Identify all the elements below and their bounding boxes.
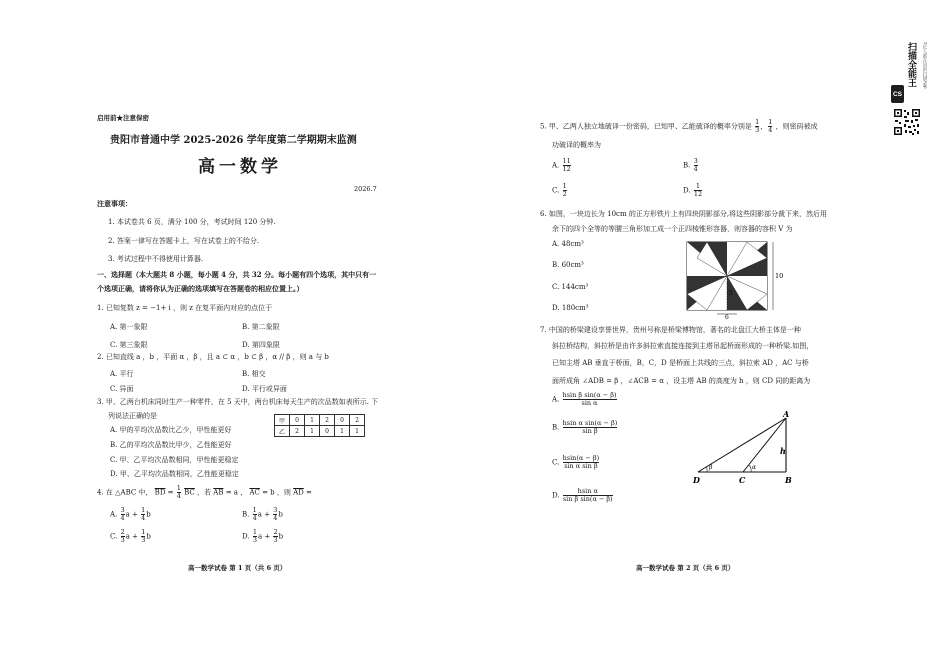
q6-option-a: A. 48cm³	[552, 240, 584, 248]
q5-stem-part: 5. 甲、乙两人独立地破译一份密码，已知甲、乙能破译的概率分别是	[540, 122, 752, 131]
q5-stem	[540, 119, 818, 134]
vector-ad: $\overline{AD}$	[293, 488, 304, 497]
q7-option-c	[552, 455, 600, 470]
numerator: 2	[120, 528, 125, 536]
scanner-brand: 扫描全能王	[907, 42, 917, 87]
denominator: 4	[120, 514, 125, 522]
point-b: B	[785, 475, 792, 485]
table-cell: 0	[290, 415, 305, 426]
q3-option-d: D. 甲、乙平均次品数相同，乙性能更稳定	[110, 470, 239, 478]
fraction	[563, 455, 600, 470]
q3-stem: 3. 甲、乙两台机床同时生产一种零件，在 5 天中，两台机床每天生产的次品数如表所示. 下	[97, 398, 379, 406]
numerator: 1	[768, 118, 773, 126]
denominator: 4	[252, 514, 257, 522]
table-cell: 2	[350, 415, 365, 426]
vector-bd: $\overline{BD}$	[154, 488, 166, 497]
term: b	[146, 532, 151, 541]
notes-heading: 注意事项：	[97, 199, 132, 208]
section-heading-cont: 个选项正确，请将你认为正确的选项填写在答题卷的相应位置上。）	[97, 284, 304, 293]
fraction	[563, 488, 613, 503]
table-cell: 2	[320, 415, 335, 426]
term: a +	[125, 532, 138, 541]
table-cell: 1	[335, 426, 350, 437]
denominator: 4	[693, 165, 698, 173]
subject-title: 高一数学	[198, 157, 282, 177]
option-label: B.	[552, 423, 560, 432]
term: a +	[257, 532, 271, 541]
fraction	[563, 420, 618, 435]
q5-option-a	[552, 158, 572, 173]
fraction	[768, 119, 772, 134]
option-label: C.	[552, 186, 560, 195]
denominator: 4	[273, 514, 278, 522]
denominator: sin α	[581, 399, 598, 407]
numerator: 3	[120, 506, 125, 514]
table-cell: 2	[290, 426, 305, 437]
figure-label-6: 6	[725, 314, 729, 320]
exam-title: 贵阳市普通中学 2025-2026 学年度第二学期期末监测	[110, 135, 357, 146]
table-cell: 甲	[275, 415, 290, 426]
numerator: 1	[252, 506, 257, 514]
numerator: hsin(α − β)	[562, 454, 600, 462]
q2-option-c: C. 异面	[110, 385, 134, 393]
camscanner-logo: CS	[891, 85, 904, 103]
q4-stem-part: =	[306, 488, 312, 497]
option-label: C.	[552, 458, 560, 467]
fraction	[273, 529, 277, 544]
option-label: A.	[552, 395, 560, 404]
q7-stem: 7. 中国的桥梁建设享誉世界，贵州号称是桥梁博物馆，著名的北盘江大桥主体是一种	[540, 326, 801, 334]
option-label: C.	[110, 532, 118, 541]
fraction	[177, 485, 181, 500]
q4-option-d	[242, 529, 283, 544]
fraction	[273, 507, 277, 522]
q4-stem-part: = a ，	[225, 488, 248, 497]
numerator: 1	[252, 528, 257, 536]
fraction	[253, 507, 257, 522]
q6-option-b: B. 60cm³	[552, 261, 584, 269]
q6-stem: 6. 如图，一块边长为 10cm 的正方形铁片上有四块阴影部分,将这些阴影部分裁下来，然后用	[540, 210, 828, 218]
confidential-label: 启用前★注意保密	[97, 114, 149, 122]
q1-option-b: B. 第二象限	[242, 323, 280, 331]
numerator: 3	[693, 157, 698, 165]
table-cell: 乙	[275, 426, 290, 437]
q2-option-a: A. 平行	[110, 370, 134, 378]
table-row	[275, 426, 365, 437]
fraction	[141, 529, 145, 544]
q7-stem-cont: 斜拉桥结构，斜拉桥是由许多斜拉索直接连接到主塔吊起桥面形成的一种桥梁.如图，	[552, 342, 814, 350]
numerator: 1	[562, 182, 567, 190]
table-cell: 0	[335, 415, 350, 426]
note-item: 1. 本试卷共 6 页，满分 100 分，考试时间 120 分钟.	[108, 218, 276, 226]
denominator: 3	[252, 536, 257, 544]
denominator: 12	[562, 165, 571, 173]
height-label: h	[780, 446, 786, 456]
denominator: 4	[176, 492, 181, 500]
fraction	[121, 529, 125, 544]
q5-option-d	[683, 183, 703, 198]
fraction	[253, 529, 257, 544]
vector-ab: $\overline{AB}$	[213, 488, 224, 497]
page-footer-right: 高一数学试卷 第 2 页（共 6 页）	[636, 564, 735, 572]
q6-square-figure	[685, 240, 785, 320]
angle-alpha: α	[752, 464, 757, 471]
numerator: 1	[141, 506, 146, 514]
term: b	[146, 510, 151, 519]
exam-date: 2026.7	[354, 185, 377, 193]
fraction	[694, 183, 702, 198]
q2-option-b: B. 相交	[242, 370, 266, 378]
qr-code-icon	[893, 108, 921, 136]
vector-bc: $\overline{BC}$	[184, 488, 195, 497]
q1-option-c: C. 第三象限	[110, 341, 148, 349]
q5-option-b	[683, 158, 699, 173]
option-label: D.	[552, 491, 560, 500]
table-cell: 0	[320, 426, 335, 437]
angle-beta: β	[709, 464, 713, 471]
denominator: 4	[768, 126, 773, 134]
page-footer-left: 高一数学试卷 第 1 页（共 6 页）	[188, 564, 287, 572]
denominator: 12	[693, 190, 703, 198]
fraction	[563, 392, 617, 407]
q7-option-d	[552, 488, 614, 503]
denominator: 3	[141, 536, 146, 544]
term: b	[278, 510, 283, 519]
table-cell: 1	[305, 426, 320, 437]
q4-option-c	[110, 529, 151, 544]
vector-ac: $\overline{AC}$	[249, 488, 260, 497]
numerator: 1	[695, 182, 701, 190]
term: b	[278, 532, 284, 541]
q3-stem-cont: 列说法正确的是	[108, 412, 157, 420]
q7-option-a	[552, 392, 618, 407]
term: a +	[125, 510, 138, 519]
q4-stem-part: ，若	[197, 488, 212, 497]
fraction	[141, 507, 145, 522]
q6-option-d: D. 180cm³	[552, 304, 589, 312]
note-item: 3. 考试过程中不得使用计算器.	[108, 255, 204, 263]
numerator: hsin α sin(α − β)	[562, 419, 618, 427]
option-label: D.	[683, 186, 691, 195]
q1-option-a: A. 第一象限	[110, 323, 148, 331]
point-a: A	[783, 410, 790, 419]
q7-stem-cont: 面所成角 ∠ADB = β ，∠ACB = α ，设主塔 AB 的高度为 h ，则 CD 同的距离为	[552, 377, 811, 385]
q4-stem	[97, 485, 312, 500]
numerator: 1	[176, 484, 181, 492]
q5-stem-cont: 功破译的概率为	[552, 141, 601, 149]
table-cell: 1	[305, 415, 320, 426]
point-c: C	[739, 475, 746, 485]
denominator: sin α sin β	[564, 462, 598, 470]
q6-stem-cont: 余下的四个全等的等腰三角形加工成一个正四棱锥形容器，则容器的容积 V 为	[552, 225, 793, 233]
q7-stem-cont: 已知主塔 AB 垂直于桥面，B，C，D 是桥面上共线的三点，斜拉索 AD ，AC 与桥	[552, 359, 809, 367]
fraction	[755, 119, 759, 134]
q5-stem-part: ，则密码被成	[775, 122, 818, 131]
denominator: 3	[120, 536, 125, 544]
numerator: 2	[273, 528, 278, 536]
table-row	[275, 415, 365, 426]
option-label: B.	[242, 510, 250, 519]
figure-label-10: 10	[775, 272, 784, 280]
denominator: sin β	[582, 427, 598, 435]
q3-option-a: A. 甲的平均次品数比乙少，甲性能更好	[110, 426, 232, 434]
q4-option-b	[242, 507, 283, 522]
numerator: 1	[755, 118, 760, 126]
q5-option-c	[552, 183, 568, 198]
option-label: A.	[110, 510, 118, 519]
note-item: 2. 答案一律写在答题卡上，写在试卷上的不给分.	[108, 237, 260, 245]
separator: ，	[760, 122, 768, 131]
option-label: B.	[683, 161, 691, 170]
fraction	[563, 183, 567, 198]
fraction	[694, 158, 698, 173]
option-label: D.	[242, 532, 250, 541]
q2-stem: 2. 已知直线 a ，b ，平面 α ，β ，且 a ⊂ α ，b ⊂ β ，α // β ，则 a 与 b	[97, 353, 329, 361]
q3-defect-table	[274, 414, 365, 437]
scanner-slogan: 3亿人都在用的扫描App	[923, 42, 928, 89]
term: a +	[257, 510, 271, 519]
numerator: 3	[273, 506, 278, 514]
option-label: A.	[552, 161, 560, 170]
denominator: 3	[273, 536, 278, 544]
point-d: D	[693, 475, 700, 485]
q3-option-b: B. 乙的平均次品数比甲少，乙性能更好	[110, 441, 232, 449]
denominator: 3	[755, 126, 760, 134]
q1-option-d: D. 第四象限	[242, 341, 280, 349]
q6-option-c: C. 144cm³	[552, 283, 589, 291]
q4-option-a	[110, 507, 151, 522]
fraction	[563, 158, 571, 173]
figure-label-5: 5	[729, 290, 733, 297]
table-cell: 1	[350, 426, 365, 437]
fraction	[121, 507, 125, 522]
q4-stem-part: =	[167, 488, 174, 497]
denominator: sin β sin(α − β)	[562, 495, 613, 503]
denominator: 2	[562, 190, 567, 198]
numerator: hsin β sin(α − β)	[562, 391, 617, 399]
q4-stem-part: 4. 在 △ABC 中，	[97, 488, 153, 497]
denominator: 4	[141, 514, 146, 522]
q4-stem-part: = b ，则	[262, 488, 291, 497]
numerator: hsin α	[577, 487, 598, 495]
numerator: 11	[562, 157, 571, 165]
q7-option-b	[552, 420, 618, 435]
q1-stem: 1. 已知复数 z = −1+ i ，则 z 在复平面内对应的点位于	[97, 304, 273, 312]
q7-bridge-figure	[688, 410, 798, 490]
section-heading: 一、选择题（本大题共 8 小题，每小题 4 分，共 32 分。每小题有四个选项，其中只有一	[97, 270, 377, 279]
numerator: 1	[141, 528, 146, 536]
q2-option-d: D. 平行或异面	[242, 385, 287, 393]
q3-option-c: C. 甲、乙平均次品数相同，甲性能更稳定	[110, 456, 239, 464]
